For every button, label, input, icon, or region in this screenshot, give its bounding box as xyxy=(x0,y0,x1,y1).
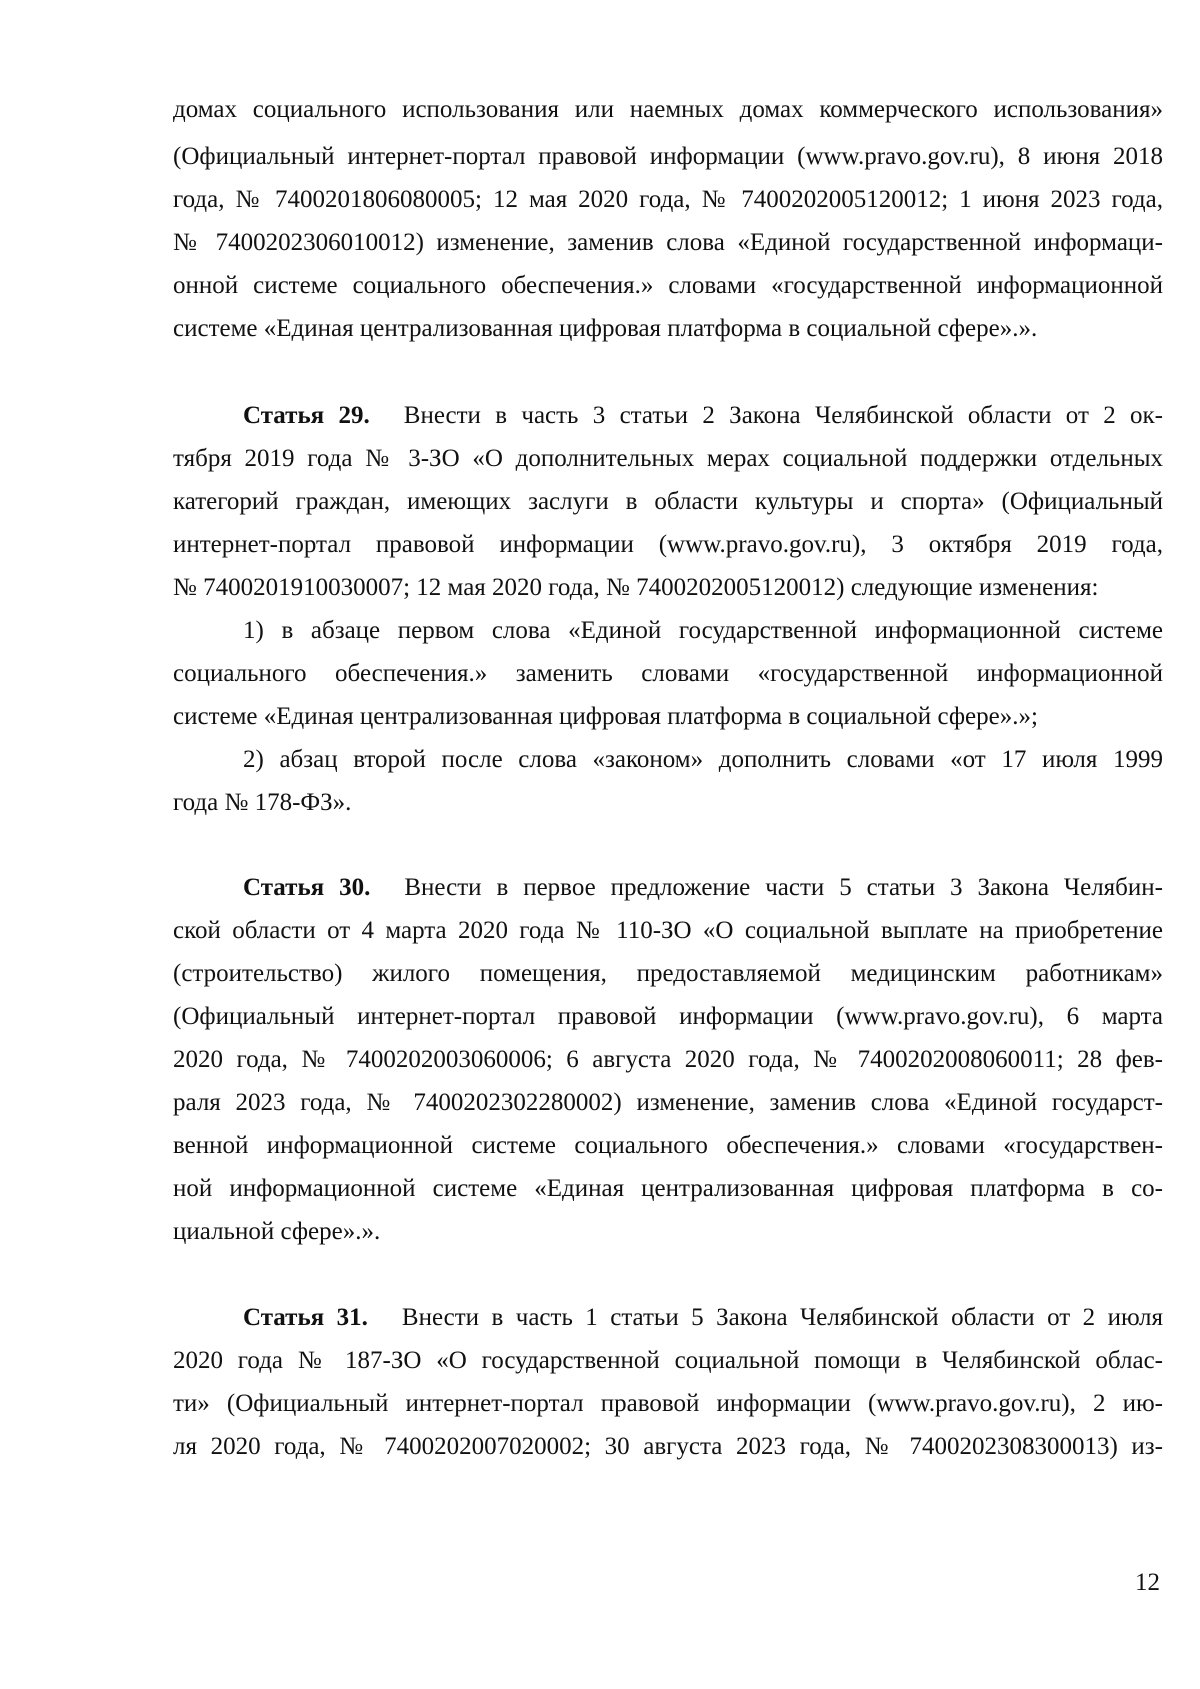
text-line: № 7400201910030007; 12 мая 2020 года, № 7400202005120012) следующие изменения: xyxy=(173,574,1099,601)
text-line: интернет-портал правовой информации (www.pravo.gov.ru), 3 октября 2019 года, xyxy=(173,531,1163,558)
page-number: 12 xyxy=(1135,1569,1160,1596)
article-29-heading: Статья 29. xyxy=(243,402,370,429)
text-line: раля 2023 года, № 7400202302280002) изменение, заменив слова «Единой государст- xyxy=(173,1089,1163,1116)
text-line: № 7400202306010012) изменение, заменив слова «Единой государственной информаци- xyxy=(173,229,1163,256)
text-line: циальной сфере».». xyxy=(173,1218,381,1245)
text-line: (строительство) жилого помещения, предоставляемой медицинским работникам» xyxy=(173,960,1163,987)
text-line: (Официальный интернет-портал правовой информации (www.pravo.gov.ru), 8 июня 2018 xyxy=(173,143,1163,170)
text-line: 2020 года, № 7400202003060006; 6 августа 2020 года, № 7400202008060011; 28 фев- xyxy=(173,1046,1163,1073)
list-item-line: 1) в абзаце первом слова «Единой государственной информационной системе xyxy=(243,617,1163,644)
article-30-first-line xyxy=(243,873,1163,903)
article-29-first-line xyxy=(243,401,1163,431)
text-line: (Официальный интернет-портал правовой информации (www.pravo.gov.ru), 6 марта xyxy=(173,1003,1163,1030)
text-line: венной информационной системе социального обеспечения.» словами «государствен- xyxy=(173,1132,1163,1159)
text-line: 2020 года № 187-ЗО «О государственной социальной помощи в Челябинской облас- xyxy=(173,1347,1163,1374)
text-line: года, № 7400201806080005; 12 мая 2020 года, № 7400202005120012; 1 июня 2023 года, xyxy=(173,186,1163,213)
text-line: года № 178-ФЗ». xyxy=(173,789,352,816)
list-item-line: 2) абзац второй после слова «законом» дополнить словами «от 17 июля 1999 xyxy=(243,746,1163,773)
text-line: ной информационной системе «Единая централизованная цифровая платформа в со- xyxy=(173,1175,1163,1202)
text-run: Внести в первое предложение части 5 статьи 3 Закона Челябин- xyxy=(404,874,1163,901)
text-line: системе «Единая централизованная цифровая платформа в социальной сфере».». xyxy=(173,315,1038,342)
text-line: системе «Единая централизованная цифровая платформа в социальной сфере».»; xyxy=(173,703,1038,730)
article-31-heading: Статья 31. xyxy=(243,1304,368,1331)
article-31-first-line xyxy=(243,1303,1163,1333)
text-line: ской области от 4 марта 2020 года № 110-ЗО «О социальной выплате на приобретение xyxy=(173,917,1163,944)
text-run: Внести в часть 1 статьи 5 Закона Челябинской области от 2 июля xyxy=(401,1304,1163,1331)
text-line: тября 2019 года № 3-ЗО «О дополнительных мерах социальной поддержки отдельных xyxy=(173,445,1163,472)
article-30-heading: Статья 30. xyxy=(243,874,371,901)
text-line: ти» (Официальный интернет-портал правовой информации (www.pravo.gov.ru), 2 ию- xyxy=(173,1390,1163,1417)
text-run: Внести в часть 3 статьи 2 Закона Челябинской области от 2 ок- xyxy=(403,402,1163,429)
text-line: категорий граждан, имеющих заслуги в области культуры и спорта» (Официальный xyxy=(173,488,1163,515)
text-line: социального обеспечения.» заменить словами «государственной информационной xyxy=(173,660,1163,687)
text-line: домах социального использования или наемных домах коммерческого использования» xyxy=(173,96,1163,123)
text-line: онной системе социального обеспечения.» словами «государственной информационной xyxy=(173,272,1163,299)
text-line: ля 2020 года, № 7400202007020002; 30 августа 2023 года, № 7400202308300013) из- xyxy=(173,1433,1163,1460)
